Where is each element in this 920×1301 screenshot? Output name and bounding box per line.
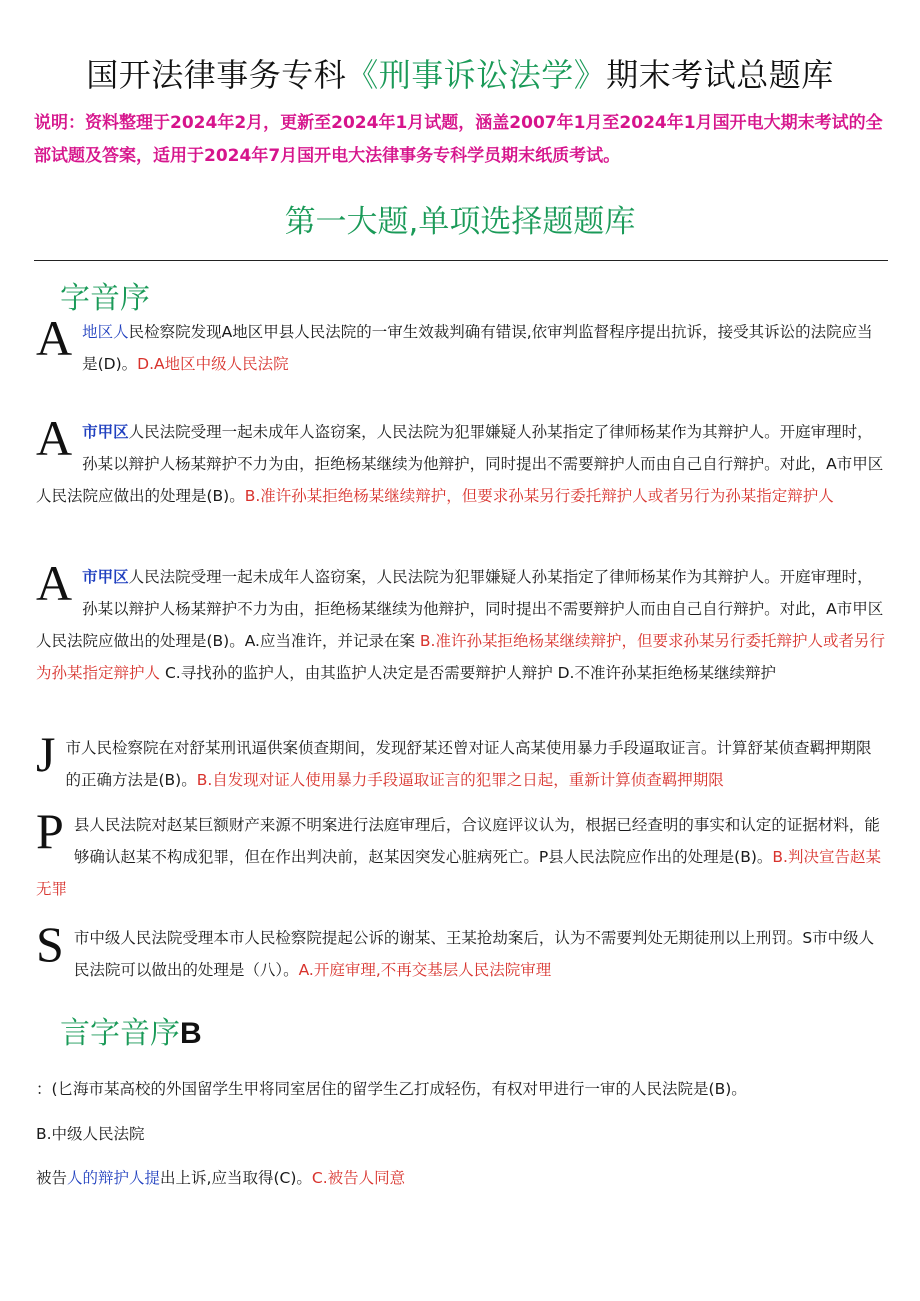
- answer-text: B.自发现对证人使用暴力手段逼取证言的犯罪之日起，重新计算侦查羁押期限: [196, 771, 724, 789]
- description-note: 说明：资料整理于2024年2月，更新至2024年1月试题，涵盖2007年1月至2024年1月国开电大期末考试的全部试题及答案，适用于2024年7月国开电大法律事务专科学员期末纸质考试。: [34, 113, 883, 166]
- drop-cap-letter: A: [36, 410, 73, 466]
- section-title: 第一大题,单项选择题题库: [284, 204, 636, 240]
- question-item: P县人民法院对赵某巨额财产来源不明案进行法庭审理后，合议庭评议认为，根据已经查明的事实和认定的证据材料，能够确认赵某不构成犯罪，但在作出判决前，赵某因突发心脏病死亡。P县人民法院应作出的处理是(B)。B.判决宣告赵某无罪: [36, 803, 881, 898]
- answer-text: C.被告人同意: [311, 1169, 406, 1187]
- group-letter: B: [180, 1017, 202, 1050]
- question-item: J市人民检察院在对舒某刑讯逼供案侦查期间，发现舒某还曾对证人高某使用暴力手段逼取证言。计算舒某侦查羁押期限的正确方法是(B)。B.自发现对证人使用暴力手段逼取证言的犯罪之日起，重新计算侦查羁押期限: [36, 726, 872, 789]
- answer-text: D.A地区中级人民法院: [137, 355, 289, 373]
- drop-cap-letter: J: [36, 726, 56, 782]
- answer-text: B.准许孙某拒绝杨某继续辩护，但要求孙某另行委托辩护人或者另行为孙某指定辩护人: [36, 632, 885, 682]
- question-item: 被告人的辩护人提出上诉,应当取得(C)。C.被告人同意: [36, 1169, 406, 1187]
- question-item: ：(匕海市某高校的外国留学生甲将同室居住的留学生乙打成轻伤，有权对甲进行一审的人民法院是(B)。: [36, 1080, 747, 1098]
- question-item: A市甲区人民法院受理一起未成年人盗窃案，人民法院为犯罪嫌疑人孙某指定了律师杨某作为其辩护人。开庭审理时，孙某以辩护人杨某辩护不力为由，拒绝杨某继续为他辩护，同时提出不需要辩护人而由自己自行辩护。对此，A市甲区人民法院应做出的处理是(B)。B.准许孙某拒绝杨某继续辩护，但要求孙某另行委托辩护人或者另行为孙某指定辩护人: [36, 410, 884, 505]
- drop-cap-letter: A: [36, 310, 73, 366]
- question-item: S市中级人民法院受理本市人民检察院提起公诉的谢某、王某抢劫案后，认为不需要判处无期徒刑以上刑罚。S市中级人民法院可以做出的处理是（八）。A.开庭审理,不再交基层人民法院审理: [36, 916, 875, 979]
- question-item: A市甲区人民法院受理一起未成年人盗窃案，人民法院为犯罪嫌疑人孙某指定了律师杨某作为其辩护人。开庭审理时，孙某以辩护人杨某辩护不力为由，拒绝杨某继续为他辩护，同时提出不需要辩护人而由自己自行辩护。对此，A市甲区人民法院应做出的处理是(B)。A.应当准许，并记录在案 B.准许孙某拒绝杨某继续辩护，但要求孙某另行委托辩护人或者另行为孙某指定辩护人 C.寻找孙的监护人，由其监护人决定是否需要辩护人辩护 D.不准许孙某拒绝杨某继续辩护: [36, 555, 885, 682]
- answer-text: B.中级人民法院: [36, 1125, 145, 1143]
- divider: [34, 260, 888, 261]
- answer-text: B.判决宣告赵某无罪: [36, 848, 881, 898]
- drop-cap-letter: S: [36, 916, 64, 972]
- answer-text: B.准许孙某拒绝杨某继续辩护，但要求孙某另行委托辩护人或者另行为孙某指定辩护人: [244, 487, 834, 505]
- group-heading-b: 言字音序B: [60, 1016, 202, 1051]
- document-title: 国开法律事务专科《刑事诉讼法学》期末考试总题库: [86, 56, 834, 94]
- group-heading-a: 字音序: [60, 281, 150, 316]
- book-title: 《刑事诉讼法学》: [346, 56, 607, 94]
- question-item: A地区人民检察院发现A地区甲县人民法院的一审生效裁判确有错误,依审判监督程序提出抗诉，接受其诉讼的法院应当是(D)。D.A地区中级人民法院: [36, 310, 873, 373]
- drop-cap-letter: A: [36, 555, 73, 611]
- answer-text: A.开庭审理,不再交基层人民法院审理: [298, 961, 552, 979]
- drop-cap-letter: P: [36, 803, 64, 859]
